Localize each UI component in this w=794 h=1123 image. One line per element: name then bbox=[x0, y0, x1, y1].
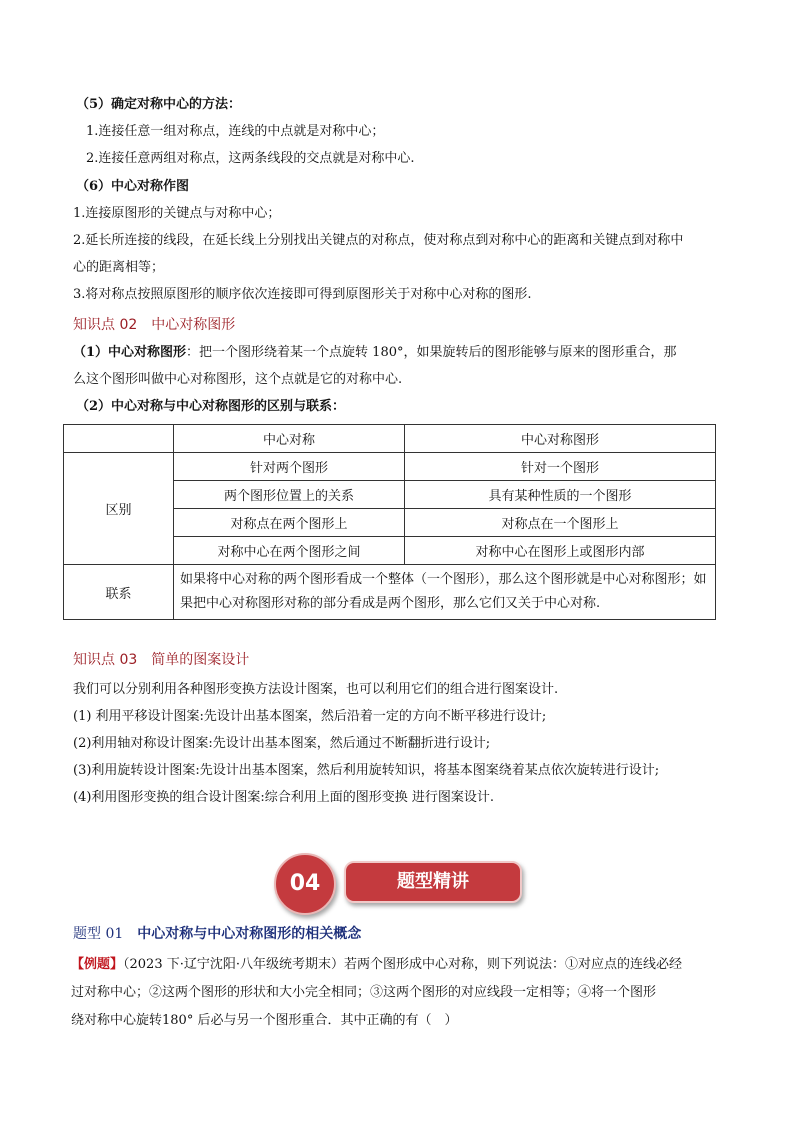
example-line-2: 过对称中心；②这两个图形的形状和大小完全相同；③这两个图形的对应线段一定相等；④将一个图形 bbox=[71, 985, 657, 1000]
kp03-item-4: (4)利用图形变换的组合设计图案:综合利用上面的图形变换 进行图案设计. bbox=[73, 790, 495, 805]
table-cell: 针对一个图形 bbox=[405, 453, 716, 481]
kp02-definition-line-1 bbox=[73, 343, 677, 363]
drawing-title: （6）中心对称作图 bbox=[76, 179, 190, 194]
drawing-step-2a: 2.延长所连接的线段，在延长线上分别找出关键点的对称点，使对称点到对称中心的距离和关键点到对称中 bbox=[73, 233, 684, 248]
kp02-title: 中心对称图形 bbox=[151, 317, 236, 333]
table-cell: 两个图形位置上的关系 bbox=[174, 481, 405, 509]
kp03-item-3: (3)利用旋转设计图案:先设计出基本图案，然后利用旋转知识，将基本图案绕着某点依次旋转进行设计; bbox=[73, 763, 660, 778]
table-diff-label: 区别 bbox=[64, 453, 174, 565]
kp02-definition-line-2: 么这个图形叫做中心对称图形，这个点就是它的对称中心. bbox=[73, 372, 403, 387]
table-cell: 对称中心在图形上或图形内部 bbox=[405, 537, 716, 565]
example-line-3: 绕对称中心旋转180° 后必与另一个图形重合．其中正确的有（ ） bbox=[71, 1013, 458, 1028]
kp03-number: 知识点 03 bbox=[73, 652, 138, 668]
table-cell: 对称点在一个图形上 bbox=[405, 509, 716, 537]
section-number-badge: 04 bbox=[274, 853, 336, 915]
kp02-definition-label: （1）中心对称图形 bbox=[73, 345, 187, 360]
kp02-number: 知识点 02 bbox=[73, 317, 138, 333]
table-cell: 针对两个图形 bbox=[174, 453, 405, 481]
table-row bbox=[64, 565, 716, 620]
table-cell: 具有某种性质的一个图形 bbox=[405, 481, 716, 509]
drawing-step-3: 3.将对称点按照原图形的顺序依次连接即可得到原图形关于对称中心对称的图形. bbox=[73, 287, 532, 302]
example-text-1: （2023 下·辽宁沈阳·八年级统考期末）若两个图形成中心对称，则下列说法：①对应点的连线必经 bbox=[123, 957, 682, 972]
section-title-badge: 题型精讲 bbox=[344, 861, 522, 903]
comparison-table bbox=[63, 424, 716, 620]
kp02-heading bbox=[73, 315, 235, 335]
table-row bbox=[64, 453, 716, 481]
example-tag: 【例题】 bbox=[71, 957, 124, 972]
table-link-label: 联系 bbox=[64, 565, 174, 620]
type01-title: 中心对称与中心对称图形的相关概念 bbox=[137, 926, 362, 942]
drawing-step-2b: 心的距离相等； bbox=[73, 260, 165, 275]
type01-heading bbox=[73, 924, 361, 944]
kp02-definition-text: ：把一个图形绕着某一个点旋转 180°，如果旋转后的图形能够与原来的图形重合，那 bbox=[186, 345, 677, 360]
table-cell: 对称中心在两个图形之间 bbox=[174, 537, 405, 565]
method-center-title: （5）确定对称中心的方法： bbox=[76, 97, 242, 112]
table-link-text: 如果将中心对称的两个图形看成一个整体（一个图形），那么这个图形就是中心对称图形；如果把中心对称图形对称的部分看成是两个图形，那么它们又关于中心对称. bbox=[174, 565, 716, 620]
table-header-cell: 中心对称图形 bbox=[405, 425, 716, 453]
type01-number: 题型 01 bbox=[73, 926, 124, 942]
table-header-row bbox=[64, 425, 716, 453]
example-line-1 bbox=[71, 955, 682, 975]
table-cell: 对称点在两个图形上 bbox=[174, 509, 405, 537]
method-center-item-2: 2.连接任意两组对称点，这两条线段的交点就是对称中心. bbox=[86, 151, 415, 166]
table-corner-cell bbox=[64, 425, 174, 453]
kp03-item-1: (1) 利用平移设计图案:先设计出基本图案，然后沿着一定的方向不断平移进行设计; bbox=[73, 709, 547, 724]
kp03-heading bbox=[73, 650, 249, 670]
kp03-title: 简单的图案设计 bbox=[151, 652, 250, 668]
kp02-subheading: （2）中心对称与中心对称图形的区别与联系： bbox=[76, 399, 346, 414]
method-center-item-1: 1.连接任意一组对称点，连线的中点就是对称中心； bbox=[86, 124, 385, 139]
kp03-intro: 我们可以分别利用各种图形变换方法设计图案，也可以利用它们的组合进行图案设计. bbox=[73, 682, 559, 697]
drawing-step-1: 1.连接原图形的关键点与对称中心； bbox=[73, 206, 281, 221]
kp03-item-2: (2)利用轴对称设计图案:先设计出基本图案，然后通过不断翻折进行设计; bbox=[73, 736, 491, 751]
table-header-cell: 中心对称 bbox=[174, 425, 405, 453]
